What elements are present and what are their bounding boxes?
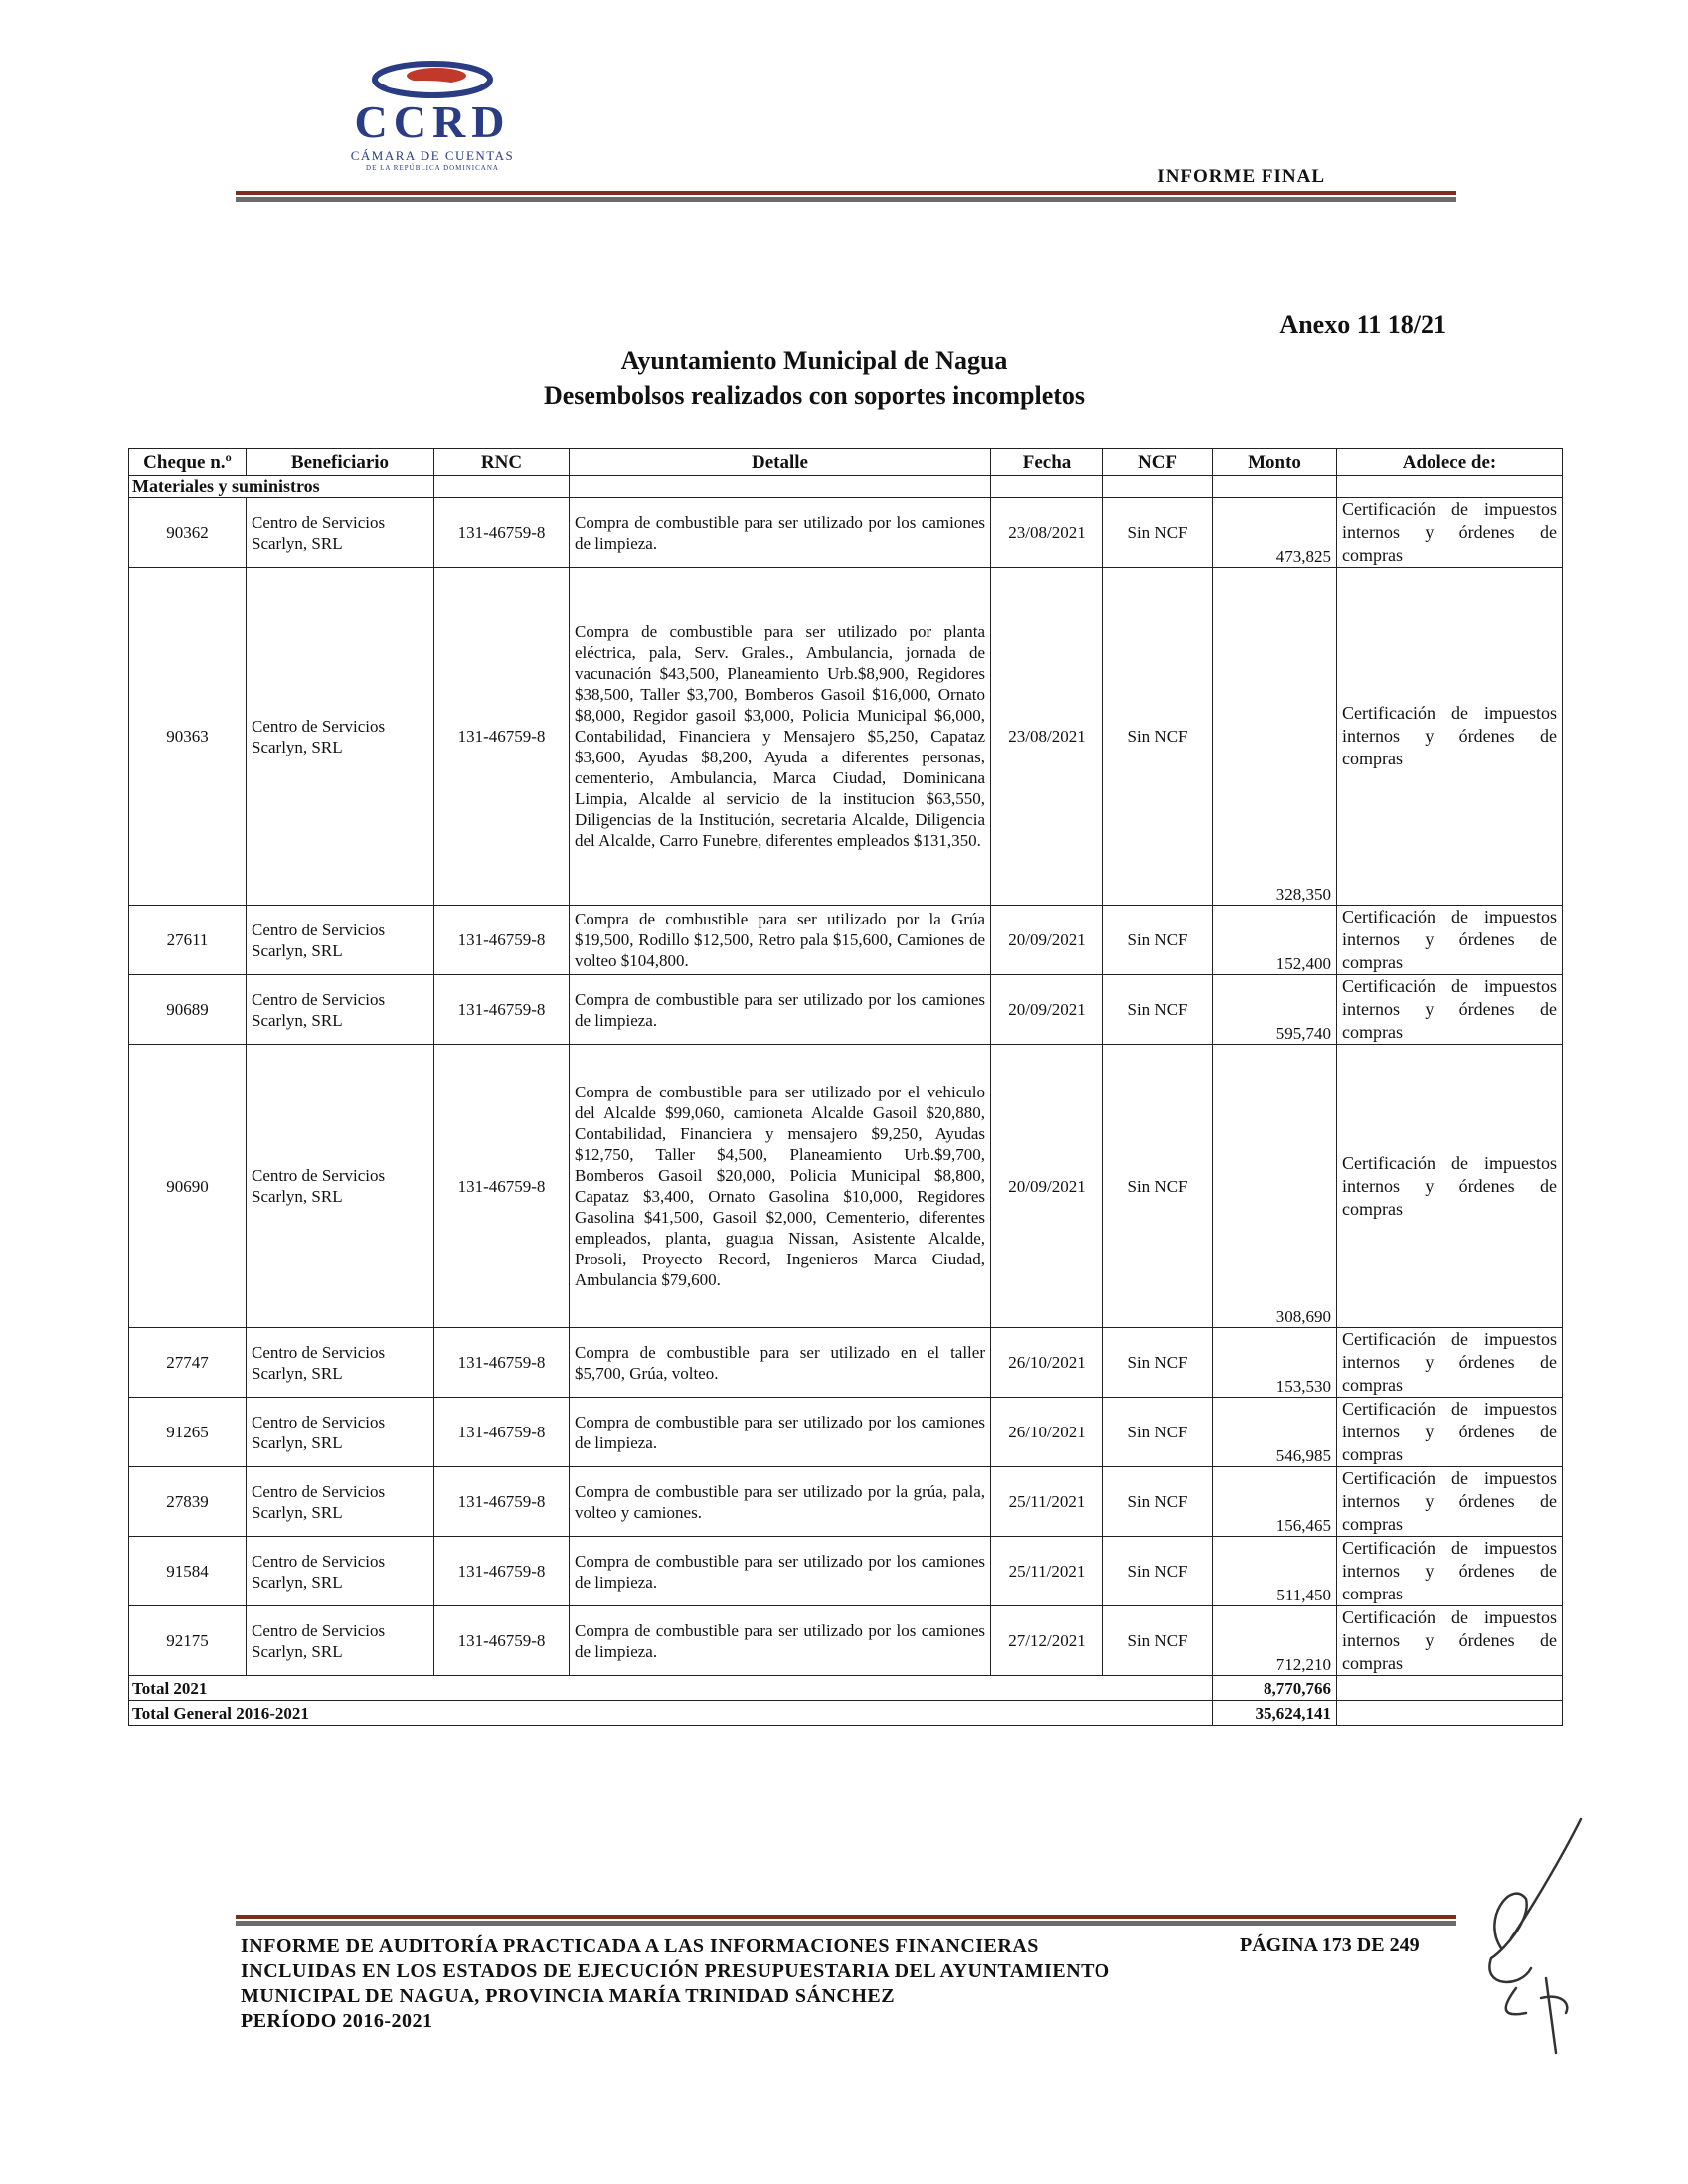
cell-rnc: 131-46759-8 xyxy=(434,906,570,975)
cell-ncf: Sin NCF xyxy=(1103,1606,1213,1676)
col-header-cheque: Cheque n.º xyxy=(129,449,247,476)
cell-monto: 153,530 xyxy=(1213,1328,1337,1398)
cell-monto: 511,450 xyxy=(1213,1537,1337,1606)
cell-rnc: 131-46759-8 xyxy=(434,1398,570,1467)
cell-beneficiario: Centro de Servicios Scarlyn, SRL xyxy=(247,1398,434,1467)
cell-adolece: Certificación de impuestos internos y órdenes de compras xyxy=(1337,1537,1563,1606)
page-subtitle: Desembolsos realizados con soportes incompletos xyxy=(543,381,1086,410)
cell-cheque: 27747 xyxy=(129,1328,247,1398)
cell-fecha: 27/12/2021 xyxy=(991,1606,1103,1676)
cell-monto: 473,825 xyxy=(1213,498,1337,568)
cell-detalle: Compra de combustible para ser utilizado por el vehiculo del Alcalde $99,060, camioneta Alcalde Gasoil $20,880, Contabilidad, Financiera y mensajero $9,250, Ayudas $12,750, Taller $4,500, Planeamiento Urb.$9,700, Bomberos Gasoil $20,000, Policia Municipal $8,800, Capataz $3,400, Ornato Gasolina $10,000, Regidores Gasolina $41,500, Gasoil $2,000, Cementerio, diferentes empleados, planta, guagua Nissan, Asistente Alcalde, Prosoli, Proyecto Record, Ingenieros Marca Ciudad, Ambulancia $79,600. xyxy=(570,1045,991,1328)
cell-monto: 156,465 xyxy=(1213,1467,1337,1537)
cell-detalle: Compra de combustible para ser utilizado por los camiones de limpieza. xyxy=(570,1398,991,1467)
cell-monto: 308,690 xyxy=(1213,1045,1337,1328)
cell-rnc: 131-46759-8 xyxy=(434,1328,570,1398)
handwritten-signature xyxy=(1471,1799,1591,2058)
ccrd-logo xyxy=(313,58,552,172)
cell-detalle: Compra de combustible para ser utilizado por los camiones de limpieza. xyxy=(570,975,991,1045)
cell-ncf: Sin NCF xyxy=(1103,1467,1213,1537)
cell-ncf: Sin NCF xyxy=(1103,975,1213,1045)
disbursements-table xyxy=(128,448,1563,1726)
table-row xyxy=(129,1537,1563,1606)
cell-detalle: Compra de combustible para ser utilizado por la grúa, pala, volteo y camiones. xyxy=(570,1467,991,1537)
page-title: Ayuntamiento Municipal de Nagua xyxy=(620,346,1008,375)
cell-adolece: Certificación de impuestos internos y órdenes de compras xyxy=(1337,1467,1563,1537)
cell-monto: 152,400 xyxy=(1213,906,1337,975)
footer-rule xyxy=(236,1915,1456,1919)
cell-detalle: Compra de combustible para ser utilizado por los camiones de limpieza. xyxy=(570,1606,991,1676)
page-number: PÁGINA 173 DE 249 xyxy=(1240,1934,1420,1956)
cell-ncf: Sin NCF xyxy=(1103,1328,1213,1398)
header-rule-shadow xyxy=(236,197,1456,202)
cell-detalle: Compra de combustible para ser utilizado por la Grúa $19,500, Rodillo $12,500, Retro pala $15,600, Camiones de volteo $104,800. xyxy=(570,906,991,975)
col-header-monto: Monto xyxy=(1213,449,1337,476)
col-header-beneficiario: Beneficiario xyxy=(247,449,434,476)
cell-cheque: 90363 xyxy=(129,568,247,906)
cell-rnc: 131-46759-8 xyxy=(434,1606,570,1676)
cell-ncf: Sin NCF xyxy=(1103,1537,1213,1606)
cell-cheque: 92175 xyxy=(129,1606,247,1676)
cell-beneficiario: Centro de Servicios Scarlyn, SRL xyxy=(247,906,434,975)
table-row xyxy=(129,498,1563,568)
total-row xyxy=(129,1676,1563,1701)
cell-adolece: Certificación de impuestos internos y órdenes de compras xyxy=(1337,1328,1563,1398)
cell-rnc: 131-46759-8 xyxy=(434,975,570,1045)
cell-cheque: 90362 xyxy=(129,498,247,568)
cell-detalle: Compra de combustible para ser utilizado por los camiones de limpieza. xyxy=(570,1537,991,1606)
footer-line: INCLUIDAS EN LOS ESTADOS DE EJECUCIÓN PRESUPUESTARIA DEL AYUNTAMIENTO xyxy=(241,1960,1110,1982)
table-row xyxy=(129,1467,1563,1537)
cell-fecha: 20/09/2021 xyxy=(991,975,1103,1045)
cell-beneficiario: Centro de Servicios Scarlyn, SRL xyxy=(247,1537,434,1606)
logo-line1: CÁMARA DE CUENTAS xyxy=(350,148,515,163)
header-label: INFORME FINAL xyxy=(1157,166,1325,187)
table-row xyxy=(129,1328,1563,1398)
table-row xyxy=(129,568,1563,906)
cell-adolece: Certificación de impuestos internos y órdenes de compras xyxy=(1337,1606,1563,1676)
section-label: Materiales y suministros xyxy=(129,476,434,498)
cell-rnc: 131-46759-8 xyxy=(434,1537,570,1606)
table-header-row xyxy=(129,449,1563,476)
total-label: Total General 2016-2021 xyxy=(129,1701,1213,1726)
cell-rnc: 131-46759-8 xyxy=(434,1467,570,1537)
col-header-rnc: RNC xyxy=(434,449,570,476)
cell-fecha: 26/10/2021 xyxy=(991,1328,1103,1398)
table-row xyxy=(129,1398,1563,1467)
cell-fecha: 20/09/2021 xyxy=(991,1045,1103,1328)
footer-rule-shadow xyxy=(236,1921,1456,1926)
cell-ncf: Sin NCF xyxy=(1103,1045,1213,1328)
cell-rnc: 131-46759-8 xyxy=(434,568,570,906)
total-amount: 8,770,766 xyxy=(1213,1676,1337,1701)
col-header-fecha: Fecha xyxy=(991,449,1103,476)
cell-monto: 712,210 xyxy=(1213,1606,1337,1676)
cell-fecha: 25/11/2021 xyxy=(991,1537,1103,1606)
cell-adolece: Certificación de impuestos internos y órdenes de compras xyxy=(1337,1045,1563,1328)
table-row xyxy=(129,975,1563,1045)
cell-fecha: 23/08/2021 xyxy=(991,568,1103,906)
section-row xyxy=(129,476,1563,498)
cell-rnc: 131-46759-8 xyxy=(434,1045,570,1328)
cell-ncf: Sin NCF xyxy=(1103,498,1213,568)
total-row xyxy=(129,1701,1563,1726)
col-header-ncf: NCF xyxy=(1103,449,1213,476)
total-label: Total 2021 xyxy=(129,1676,1213,1701)
cell-adolece: Certificación de impuestos internos y órdenes de compras xyxy=(1337,498,1563,568)
annex-number: Anexo 11 18/21 xyxy=(1279,310,1446,339)
cell-fecha: 26/10/2021 xyxy=(991,1398,1103,1467)
logo-line2: DE LA REPÚBLICA DOMINICANA xyxy=(366,164,499,172)
cell-fecha: 23/08/2021 xyxy=(991,498,1103,568)
footer-report-title xyxy=(241,1934,1235,2034)
cell-adolece: Certificación de impuestos internos y órdenes de compras xyxy=(1337,975,1563,1045)
total-amount: 35,624,141 xyxy=(1213,1701,1337,1726)
cell-ncf: Sin NCF xyxy=(1103,1398,1213,1467)
cell-monto: 328,350 xyxy=(1213,568,1337,906)
cell-detalle: Compra de combustible para ser utilizado por planta eléctrica, pala, Serv. Grales., Ambulancia, jornada de vacunación $43,500, Planeamiento Urb.$8,900, Regidores $38,500, Taller $3,700, Bomberos Gasoil $16,000, Ornato $8,000, Regidor gasoil $3,000, Policia Municipal $6,000, Contabilidad, Financiera y Mensajero $5,250, Capataz $3,600, Ayudas $8,200, Ayuda a diferentes personas, cementerio, Ambulancia, Marca Ciudad, Dominicana Limpia, Alcalde al servicio de la institucion $63,550, Diligencias de la Institución, secretaria Alcalde, Diligencia del Alcalde, Carro Funebre, diferentes empleados $131,350. xyxy=(570,568,991,906)
cell-beneficiario: Centro de Servicios Scarlyn, SRL xyxy=(247,1328,434,1398)
cell-monto: 546,985 xyxy=(1213,1398,1337,1467)
footer-line: MUNICIPAL DE NAGUA, PROVINCIA MARÍA TRINIDAD SÁNCHEZ xyxy=(241,1985,896,2007)
table-row xyxy=(129,906,1563,975)
cell-beneficiario: Centro de Servicios Scarlyn, SRL xyxy=(247,568,434,906)
table-row xyxy=(129,1045,1563,1328)
header-rule xyxy=(236,191,1456,195)
cell-detalle: Compra de combustible para ser utilizado por los camiones de limpieza. xyxy=(570,498,991,568)
cell-beneficiario: Centro de Servicios Scarlyn, SRL xyxy=(247,1467,434,1537)
cell-adolece: Certificación de impuestos internos y órdenes de compras xyxy=(1337,568,1563,906)
cell-monto: 595,740 xyxy=(1213,975,1337,1045)
cell-rnc: 131-46759-8 xyxy=(434,498,570,568)
col-header-adolece: Adolece de: xyxy=(1337,449,1563,476)
cell-cheque: 27839 xyxy=(129,1467,247,1537)
logo-acronym: CCRD xyxy=(354,96,511,147)
cell-cheque: 90690 xyxy=(129,1045,247,1328)
cell-fecha: 20/09/2021 xyxy=(991,906,1103,975)
col-header-detalle: Detalle xyxy=(570,449,991,476)
cell-ncf: Sin NCF xyxy=(1103,568,1213,906)
cell-cheque: 90689 xyxy=(129,975,247,1045)
cell-beneficiario: Centro de Servicios Scarlyn, SRL xyxy=(247,498,434,568)
cell-beneficiario: Centro de Servicios Scarlyn, SRL xyxy=(247,975,434,1045)
cell-cheque: 91265 xyxy=(129,1398,247,1467)
cell-fecha: 25/11/2021 xyxy=(991,1467,1103,1537)
footer-line: PERÍODO 2016-2021 xyxy=(241,2010,433,2032)
cell-detalle: Compra de combustible para ser utilizado en el taller $5,700, Grúa, volteo. xyxy=(570,1328,991,1398)
table-row xyxy=(129,1606,1563,1676)
cell-beneficiario: Centro de Servicios Scarlyn, SRL xyxy=(247,1606,434,1676)
cell-ncf: Sin NCF xyxy=(1103,906,1213,975)
footer-line: INFORME DE AUDITORÍA PRACTICADA A LAS INFORMACIONES FINANCIERAS xyxy=(241,1935,1039,1957)
cell-adolece: Certificación de impuestos internos y órdenes de compras xyxy=(1337,1398,1563,1467)
cell-cheque: 91584 xyxy=(129,1537,247,1606)
cell-beneficiario: Centro de Servicios Scarlyn, SRL xyxy=(247,1045,434,1328)
cell-cheque: 27611 xyxy=(129,906,247,975)
cell-adolece: Certificación de impuestos internos y órdenes de compras xyxy=(1337,906,1563,975)
